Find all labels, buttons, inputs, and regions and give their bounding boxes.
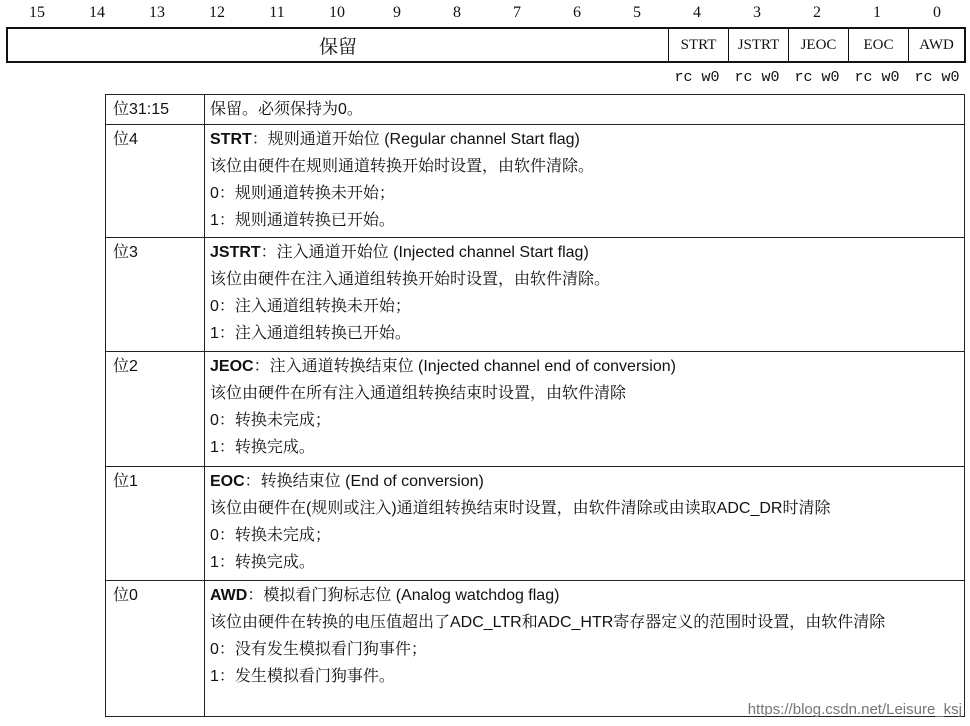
- field-name: JEOC: [210, 358, 254, 375]
- table-row: [106, 125, 965, 238]
- field-awd: AWD: [908, 29, 964, 61]
- bit-number: 3: [753, 4, 761, 21]
- table-row: [106, 581, 965, 717]
- value-meaning: 1：注入通道组转换已开始。: [210, 325, 411, 342]
- description-text: 该位由硬件在转换的电压值超出了ADC_LTR和ADC_HTR寄存器定义的范围时设置，由软件清除: [210, 614, 886, 631]
- table-row: [106, 95, 965, 125]
- bit-range: 位0: [106, 581, 205, 717]
- value-meaning: 1：转换完成。: [210, 554, 315, 571]
- description-text: 该位由硬件在规则通道转换开始时设置，由软件清除。: [210, 158, 595, 175]
- bit-range: 位2: [106, 352, 205, 467]
- description-text: 该位由硬件在注入通道组转换开始时设置，由软件清除。: [210, 271, 611, 288]
- value-meaning: 1：规则通道转换已开始。: [210, 212, 395, 229]
- description-title: AWD：模拟看门狗标志位 (Analog watchdog flag): [210, 587, 560, 604]
- register-field-strip: [6, 27, 966, 63]
- field-jstrt: JSTRT: [728, 29, 788, 61]
- description-title: 保留。必须保持为0。: [210, 101, 363, 118]
- description-text: 该位由硬件在(规则或注入)通道组转换结束时设置，由软件清除或由读取ADC_DR时清除: [210, 500, 831, 517]
- field-name: JSTRT: [210, 244, 261, 261]
- value-meaning: 0：转换未完成；: [210, 527, 331, 544]
- bit-number: 9: [393, 4, 401, 21]
- value-meaning: 1：转换完成。: [210, 439, 315, 456]
- description-title: JSTRT：注入通道开始位 (Injected channel Start flag): [210, 244, 589, 261]
- field-strt: STRT: [668, 29, 728, 61]
- value-meaning: 0：注入通道组转换未开始；: [210, 298, 411, 315]
- bit-description: [205, 125, 965, 238]
- bit-range: 位4: [106, 125, 205, 238]
- bit-number: 4: [693, 4, 701, 21]
- bit-number: 14: [89, 4, 105, 21]
- reserved-field: 保留: [318, 36, 357, 58]
- bit-number: 6: [573, 4, 581, 21]
- access-type: rc w0: [734, 69, 780, 86]
- table-row: [106, 238, 965, 352]
- bit-number: 13: [149, 4, 165, 21]
- bit-number: 15: [29, 4, 45, 21]
- value-meaning: 0：没有发生模拟看门狗事件；: [210, 641, 427, 658]
- bit-range: 位31:15: [106, 95, 205, 125]
- bit-range: 位1: [106, 467, 205, 581]
- bit-number-header: [0, 2, 970, 26]
- bit-number: 0: [933, 4, 941, 21]
- value-meaning: 0：转换未完成；: [210, 412, 331, 429]
- field-jeoc: JEOC: [788, 29, 848, 61]
- value-meaning: 1：发生模拟看门狗事件。: [210, 668, 395, 685]
- bit-number: 11: [269, 4, 285, 21]
- access-type-row: [0, 67, 970, 89]
- bit-number: 8: [453, 4, 461, 21]
- bit-number: 10: [329, 4, 345, 21]
- bit-description-table: [105, 94, 965, 717]
- description-title: EOC：转换结束位 (End of conversion): [210, 473, 484, 490]
- field-eoc: EOC: [848, 29, 908, 61]
- table-row: [106, 352, 965, 467]
- bit-number: 2: [813, 4, 821, 21]
- access-type: rc w0: [794, 69, 840, 86]
- bit-description: [205, 352, 965, 467]
- bit-description: [205, 238, 965, 352]
- access-type: rc w0: [674, 69, 720, 86]
- bit-description: [205, 581, 965, 717]
- description-text: 该位由硬件在所有注入通道组转换结束时设置，由软件清除: [210, 385, 627, 402]
- description-title: STRT：规则通道开始位 (Regular channel Start flag): [210, 131, 580, 148]
- bit-number: 7: [513, 4, 521, 21]
- bit-range: 位3: [106, 238, 205, 352]
- bit-description: [205, 95, 965, 125]
- description-title: JEOC：注入通道转换结束位 (Injected channel end of conversion): [210, 358, 676, 375]
- table-row: [106, 467, 965, 581]
- value-meaning: 0：规则通道转换未开始；: [210, 185, 395, 202]
- access-type: rc w0: [914, 69, 960, 86]
- watermark-url: https://blog.csdn.net/Leisure_ksj: [747, 701, 962, 718]
- bit-number: 1: [873, 4, 881, 21]
- field-name: EOC: [210, 473, 245, 490]
- field-name: AWD: [210, 587, 248, 604]
- field-name: STRT: [210, 131, 252, 148]
- bit-description: [205, 467, 965, 581]
- access-type: rc w0: [854, 69, 900, 86]
- bit-number: 12: [209, 4, 225, 21]
- bit-number: 5: [633, 4, 641, 21]
